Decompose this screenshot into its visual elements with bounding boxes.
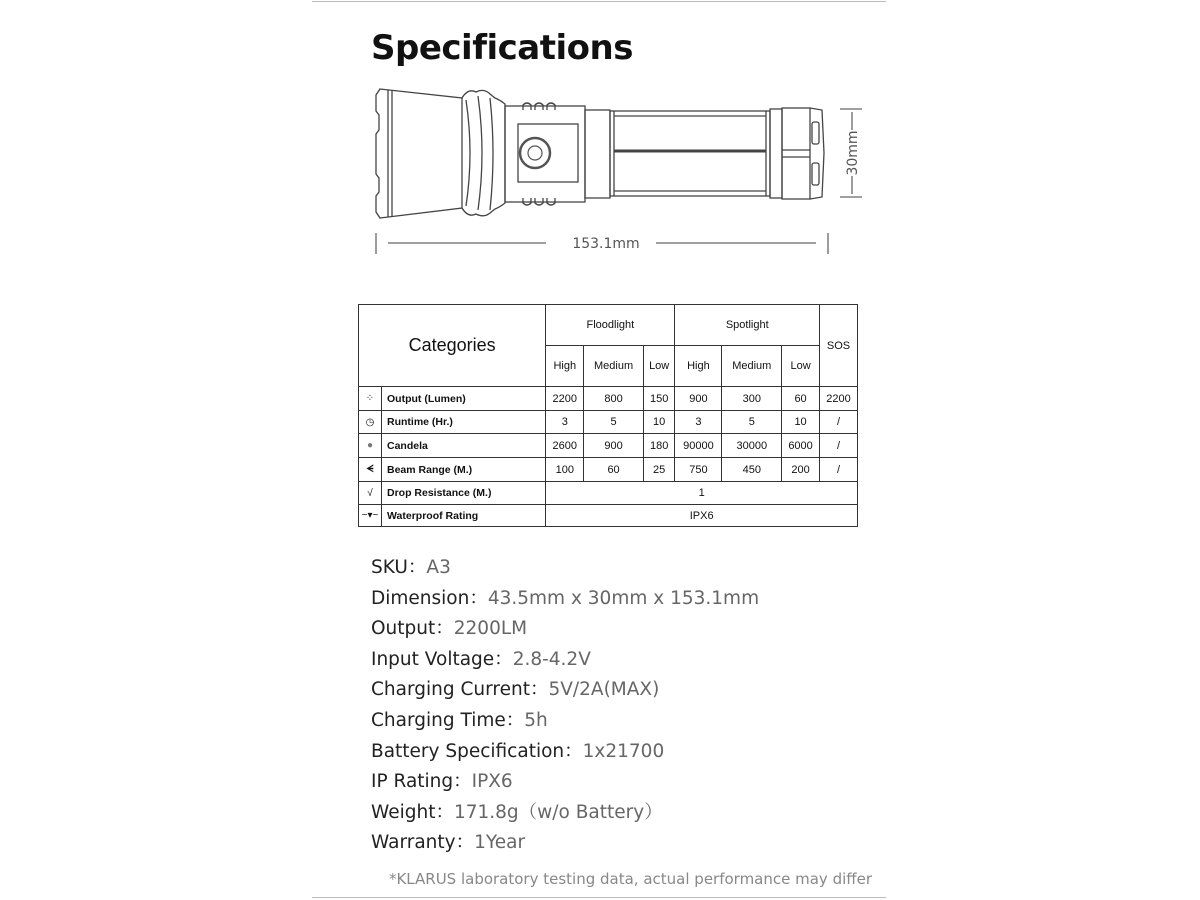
drop-icon: √: [359, 482, 382, 505]
cell: 60: [584, 458, 644, 482]
spec-label: SKU：: [371, 557, 427, 578]
cell: 200: [782, 458, 820, 482]
spec-list: [371, 553, 759, 859]
cell: 3: [546, 411, 584, 434]
height-label: 30mm: [845, 130, 861, 176]
mode-header: High: [675, 346, 722, 387]
spec-label: Dimension：: [371, 587, 488, 609]
flashlight-body: [610, 111, 770, 196]
disclaimer-note: *KLARUS laboratory testing data, actual performance may differ: [388, 870, 872, 888]
flashlight-tail: [770, 108, 824, 199]
bottom-divider: [312, 897, 886, 898]
spec-item: [371, 706, 759, 737]
flashlight-head: [376, 89, 462, 218]
cell: IPX6: [546, 505, 858, 527]
mode-header: High: [546, 346, 584, 387]
row-label: Runtime (Hr.): [382, 411, 546, 434]
cell: 60: [782, 387, 820, 411]
spec-value: 1x21700: [582, 740, 665, 762]
flashlight-bezel: [462, 90, 505, 215]
cell: 750: [675, 458, 722, 482]
floodlight-header: Floodlight: [546, 305, 675, 346]
spec-label: Charging Current：: [371, 679, 549, 701]
beam-range-icon: ᗕ: [359, 458, 382, 482]
categories-header: Categories: [359, 305, 546, 387]
spec-item: [371, 767, 759, 798]
spec-value: IPX6: [471, 771, 513, 793]
spec-value: 2.8-4.2V: [512, 648, 591, 670]
spec-label: Warranty：: [371, 832, 475, 854]
spec-item: [371, 584, 759, 615]
cell: 450: [722, 458, 782, 482]
spec-label: IP Rating：: [371, 771, 472, 793]
table-row: [359, 482, 858, 505]
table-row: [359, 434, 858, 458]
spec-value: 5V/2A(MAX): [548, 679, 660, 701]
cell: 100: [546, 458, 584, 482]
spec-value: 43.5mm x 30mm x 153.1mm: [487, 587, 760, 609]
row-label: Waterproof Rating: [382, 505, 546, 527]
candela-icon: ●: [359, 434, 382, 458]
cell: 25: [643, 458, 675, 482]
cell: /: [820, 458, 858, 482]
spec-label: Battery Specification：: [371, 740, 583, 762]
table-row: [359, 505, 858, 527]
spotlight-header: Spotlight: [675, 305, 820, 346]
page-title: Specifications: [371, 28, 633, 68]
table-row: [359, 411, 858, 434]
flashlight-drawing: [0, 0, 1200, 270]
power-button-icon: [520, 138, 550, 168]
cell: 800: [584, 387, 644, 411]
table-row: [359, 387, 858, 411]
cell: 10: [643, 411, 675, 434]
cell: 180: [643, 434, 675, 458]
spec-label: Weight：: [371, 801, 454, 823]
cell: 900: [675, 387, 722, 411]
cell: 2200: [546, 387, 584, 411]
flashlight-neck: [585, 110, 610, 198]
spec-item: [371, 614, 759, 645]
sos-header: SOS: [820, 305, 858, 387]
cell: 300: [722, 387, 782, 411]
flashlight-switch-section: [505, 103, 585, 205]
spec-value: A3: [426, 557, 451, 578]
cell: 5: [722, 411, 782, 434]
performance-table: [358, 304, 858, 527]
row-label: Beam Range (M.): [382, 458, 546, 482]
spec-value: 2200LM: [453, 618, 528, 640]
cell: 150: [643, 387, 675, 411]
spec-label: Input Voltage：: [371, 648, 513, 670]
spec-label: Output：: [371, 618, 454, 640]
cell: 900: [584, 434, 644, 458]
row-label: Drop Resistance (M.): [382, 482, 546, 505]
cell: 2600: [546, 434, 584, 458]
cell: 90000: [675, 434, 722, 458]
cell: /: [820, 434, 858, 458]
table-row: [359, 458, 858, 482]
cell: 10: [782, 411, 820, 434]
cell: 1: [546, 482, 858, 505]
output-icon: ⁘: [359, 387, 382, 411]
cell: 6000: [782, 434, 820, 458]
spec-item: [371, 675, 759, 706]
spec-value: 1Year: [474, 832, 526, 854]
cell: 5: [584, 411, 644, 434]
mode-header: Low: [782, 346, 820, 387]
cell: 2200: [820, 387, 858, 411]
length-label: 153.1mm: [572, 236, 640, 252]
waterproof-icon: ~▾~: [359, 505, 382, 527]
spec-value: 5h: [524, 709, 548, 731]
spec-item: [371, 553, 759, 584]
spec-item: [371, 828, 759, 859]
mode-header: Medium: [584, 346, 644, 387]
spec-label: Charging Time：: [371, 709, 525, 731]
row-label: Candela: [382, 434, 546, 458]
clock-icon: ◷: [359, 411, 382, 434]
cell: 30000: [722, 434, 782, 458]
cell: /: [820, 411, 858, 434]
spec-item: [371, 798, 759, 829]
spec-item: [371, 645, 759, 676]
row-label: Output (Lumen): [382, 387, 546, 411]
mode-header: Medium: [722, 346, 782, 387]
mode-header: Low: [643, 346, 675, 387]
cell: 3: [675, 411, 722, 434]
spec-item: [371, 737, 759, 768]
spec-value: 171.8g（w/o Battery）: [453, 801, 663, 823]
